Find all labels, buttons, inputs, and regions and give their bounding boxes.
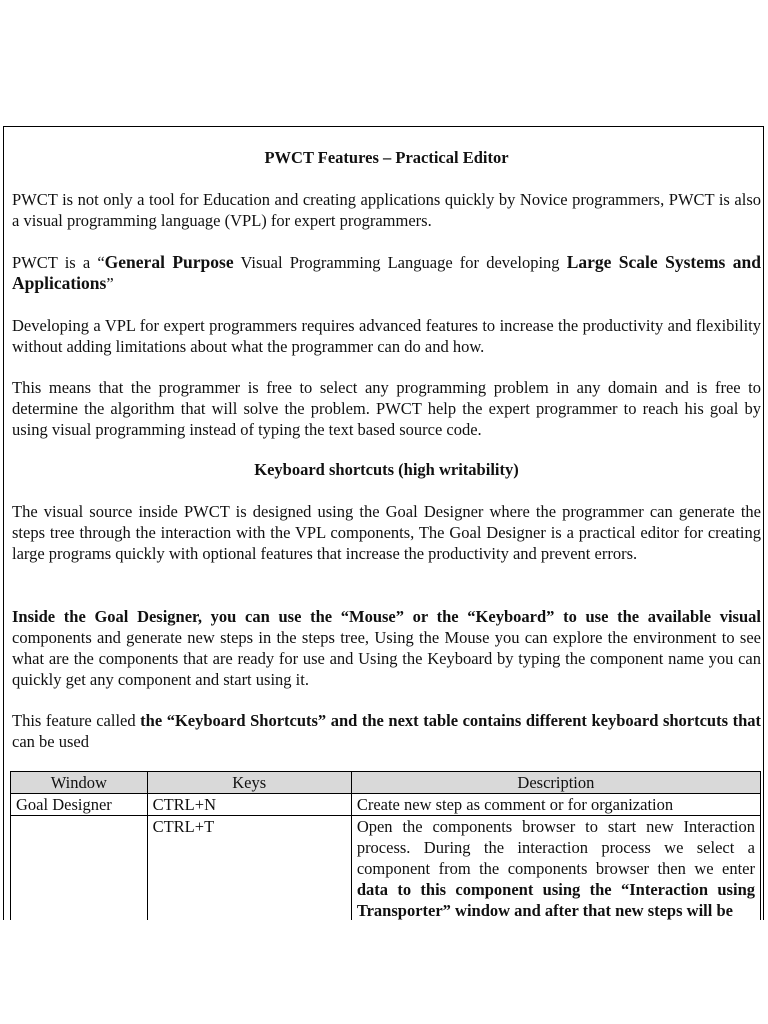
- general-purpose-bold: General Purpose: [104, 252, 234, 272]
- header-window: Window: [11, 772, 148, 794]
- inside-goal-designer-bold: Inside the Goal Designer, you can use the “Mouse” or the “Keyboard” to use the available visual: [12, 607, 761, 626]
- table-row: [11, 816, 761, 921]
- general-prefix: PWCT is a “: [12, 253, 105, 272]
- table-header-row: [11, 772, 761, 794]
- general-middle: Visual Programming Language for developing: [233, 253, 567, 272]
- keyboard-shortcuts-table: [10, 771, 761, 920]
- document-frame: [3, 126, 764, 920]
- general-purpose-paragraph: [12, 252, 761, 294]
- keyboard-shortcuts-heading: Keyboard shortcuts (high writability): [254, 460, 519, 479]
- feature-rest: can be used: [12, 732, 89, 751]
- cell-window: [11, 816, 148, 921]
- feature-paragraph: [12, 710, 761, 752]
- cell-description: Create new step as comment or for organization: [351, 794, 760, 816]
- inside-goal-designer-rest: components and generate new steps in the steps tree, Using the Mouse you can explore the environment to see what are the components that are ready for use and Using the Keyboard by typing the component name you can quickly get any component and start using it.: [12, 628, 761, 689]
- header-keys: Keys: [147, 772, 351, 794]
- document-title: PWCT Features – Practical Editor: [264, 148, 509, 167]
- cell-description: [351, 816, 760, 921]
- feature-plain: This feature called: [12, 711, 141, 730]
- developing-vpl-paragraph: Developing a VPL for expert programmers requires advanced features to increase the productivity and flexibility without adding limitations about what the programmer can do and how.: [12, 316, 761, 356]
- description-plain: Open the components browser to start new Interaction process. During the interaction process we select a component from the components browser then we enter: [356, 817, 755, 878]
- intro-paragraph: PWCT is not only a tool for Education and creating applications quickly by Novice programmers, PWCT is also a visual programming language (VPL) for expert programmers.: [12, 190, 761, 230]
- table-row: [11, 794, 761, 816]
- goal-designer-paragraph: The visual source inside PWCT is designed using the Goal Designer where the programmer can generate the steps tree through the interaction with the VPL components, The Goal Designer is a practical editor for creating large programs quickly with optional features that increase the productivity and prevent errors.: [12, 502, 761, 563]
- general-suffix: ”: [106, 274, 114, 293]
- feature-bold: the “Keyboard Shortcuts” and the next table contains different keyboard shortcuts that: [140, 711, 761, 730]
- free-programmer-paragraph: This means that the programmer is free to select any programming problem in any domain and is free to determine the algorithm that will solve the problem. PWCT help the expert programmer to reach his goal by using visual programming instead of typing the text based source code.: [12, 378, 761, 439]
- header-description: Description: [351, 772, 760, 794]
- mouse-keyboard-paragraph: [12, 606, 761, 690]
- cell-keys: CTRL+T: [147, 816, 351, 921]
- cell-window: Goal Designer: [11, 794, 148, 816]
- description-bold: data to this component using the “Interaction using Transporter” window and after that new steps will be: [356, 880, 755, 920]
- cell-keys: CTRL+N: [147, 794, 351, 816]
- large-scale-bold: Large Scale Systems and Applications: [12, 252, 761, 293]
